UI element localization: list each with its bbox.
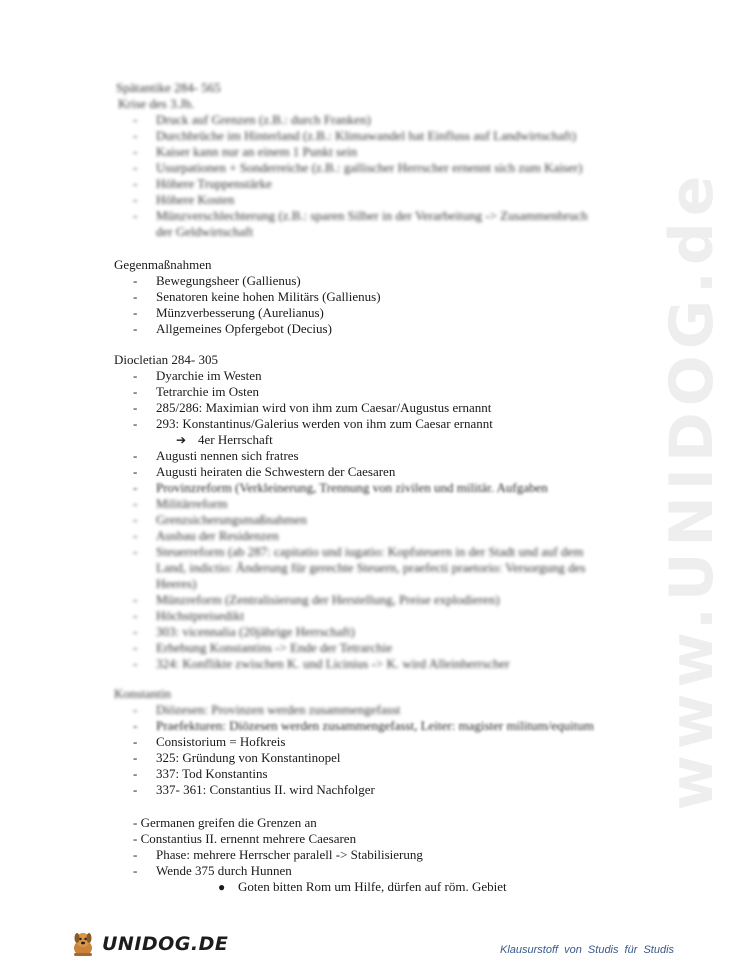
list-item: Kaiser kann nur an einem 1 Punkt sein bbox=[156, 144, 358, 159]
list-item: Münzverschlechterung (z.B.: sparen Silber in der Verarbeitung -> Zusammenbruch bbox=[156, 208, 588, 223]
list-dash: - bbox=[133, 321, 138, 336]
list-dash: - bbox=[133, 496, 138, 511]
list-item: Allgemeines Opfergebot (Decius) bbox=[156, 321, 332, 336]
list-item: 337- 361: Constantius II. wird Nachfolger bbox=[156, 782, 375, 797]
list-item: 285/286: Maximian wird von ihm zum Caesar/Augustus ernannt bbox=[156, 400, 492, 415]
list-item: Wende 375 durch Hunnen bbox=[156, 863, 292, 878]
text-line: - Germanen greifen die Grenzen an bbox=[133, 815, 317, 830]
list-item: Praefekturen: Diözesen werden zusammengefasst, Leiter: magister militum/equitum bbox=[156, 718, 594, 733]
footer-logo[interactable] bbox=[68, 927, 228, 961]
logo-text: UNIDOG.DE bbox=[102, 933, 229, 955]
list-item: Augusti nennen sich fratres bbox=[156, 448, 299, 463]
list-dash: - bbox=[133, 273, 138, 288]
list-item: Durchbrüche im Hinterland (z.B.: Klimawandel hat Einfluss auf Landwirtschaft) bbox=[156, 128, 577, 143]
list-dash: - bbox=[133, 192, 138, 207]
list-dash: - bbox=[133, 702, 138, 717]
list-dash: - bbox=[133, 592, 138, 607]
arrow-item: 4er Herrschaft bbox=[198, 432, 273, 447]
list-dash: - bbox=[133, 112, 138, 127]
list-item: Ausbau der Residenzen bbox=[156, 528, 279, 543]
list-dash: - bbox=[133, 656, 138, 671]
list-item: Diözesen: Provinzen werden zusammengefasst bbox=[156, 702, 401, 717]
list-item-continuation: der Geldwirtschaft bbox=[156, 224, 254, 239]
bullet-icon: ● bbox=[218, 880, 226, 894]
list-dash: - bbox=[133, 160, 138, 175]
list-item-continuation: Heeres) bbox=[156, 576, 197, 591]
list-item: 325: Gründung von Konstantinopel bbox=[156, 750, 341, 765]
list-item: Consistorium = Hofkreis bbox=[156, 734, 286, 749]
list-dash: - bbox=[133, 144, 138, 159]
list-item: Militärreform bbox=[156, 496, 228, 511]
arrow-right-icon: ➔ bbox=[176, 433, 187, 447]
list-dash: - bbox=[133, 544, 138, 559]
list-item: Steuerreform (ab 287: capitatio und iugatio: Kopfsteuern in der Stadt und auf dem bbox=[156, 544, 584, 559]
section3-heading: Diocletian 284- 305 bbox=[114, 352, 218, 367]
list-dash: - bbox=[133, 368, 138, 383]
list-item-continuation: Land, indictio: Änderung für gerechte Steuern, praefecti praetorio: Versorgung des bbox=[156, 560, 586, 575]
list-dash: - bbox=[133, 734, 138, 749]
section4-heading: Konstantin bbox=[114, 686, 172, 701]
list-item: Höchstpreisedikt bbox=[156, 608, 245, 623]
list-item: 293: Konstantinus/Galerius werden von ihm zum Caesar ernannt bbox=[156, 416, 493, 431]
list-dash: - bbox=[133, 305, 138, 320]
list-dash: - bbox=[133, 400, 138, 415]
list-dash: - bbox=[133, 718, 138, 733]
list-dash: - bbox=[133, 176, 138, 191]
list-item: Druck auf Grenzen (z.B.: durch Franken) bbox=[156, 112, 371, 127]
list-dash: - bbox=[133, 750, 138, 765]
list-item: 303: vicennalia (20jährige Herrschaft) bbox=[156, 624, 355, 639]
list-dash: - bbox=[133, 416, 138, 431]
list-dash: - bbox=[133, 640, 138, 655]
list-item: Phase: mehrere Herrscher paralell -> Stabilisierung bbox=[156, 847, 423, 862]
list-dash: - bbox=[133, 208, 138, 223]
list-item: Münzreform (Zentralisierung der Herstellung, Preise explodieren) bbox=[156, 592, 500, 607]
list-dash: - bbox=[133, 863, 138, 878]
list-dash: - bbox=[133, 480, 138, 495]
dog-icon bbox=[68, 929, 98, 959]
list-dash: - bbox=[133, 528, 138, 543]
text-line: - Constantius II. ernennt mehrere Caesaren bbox=[133, 831, 357, 846]
list-item: Höhere Kosten bbox=[156, 192, 235, 207]
list-dash: - bbox=[133, 512, 138, 527]
list-dash: - bbox=[133, 128, 138, 143]
list-item: Bewegungsheer (Gallienus) bbox=[156, 273, 301, 288]
list-dash: - bbox=[133, 847, 138, 862]
list-dash: - bbox=[133, 766, 138, 781]
list-item: Münzverbesserung (Aurelianus) bbox=[156, 305, 324, 320]
watermark: www.UNIDOG.de bbox=[657, 169, 727, 811]
list-dash: - bbox=[133, 624, 138, 639]
list-dash: - bbox=[133, 289, 138, 304]
list-item: Erhebung Konstantins -> Ende der Tetrarchie bbox=[156, 640, 393, 655]
list-item: Usurpationen + Sonderreiche (z.B.: gallischer Herrscher ernennt sich zum Kaiser) bbox=[156, 160, 583, 175]
list-item: 324: Konflikte zwischen K. und Licinius -> K. wird Alleinherrscher bbox=[156, 656, 510, 671]
section1-heading: Spätantike 284- 565 bbox=[116, 80, 221, 95]
list-item: Augusti heiraten die Schwestern der Caesaren bbox=[156, 464, 396, 479]
list-dash: - bbox=[133, 608, 138, 623]
section2-heading: Gegenmaßnahmen bbox=[114, 257, 212, 272]
footer-slogan: Klausurstoff von Studis für Studis bbox=[500, 944, 675, 956]
list-item: Tetrarchie im Osten bbox=[156, 384, 260, 399]
list-item: Provinzreform (Verkleinerung, Trennung von zivilen und militär. Aufgaben bbox=[156, 480, 548, 495]
section1-subheading: Krise des 3.Jh. bbox=[118, 96, 195, 111]
list-item: Grenzsicherungsmaßnahmen bbox=[156, 512, 307, 527]
list-item: Dyarchie im Westen bbox=[156, 368, 262, 383]
bullet-item: Goten bitten Rom um Hilfe, dürfen auf röm. Gebiet bbox=[238, 879, 507, 894]
list-item: Höhere Truppenstärke bbox=[156, 176, 272, 191]
list-dash: - bbox=[133, 782, 138, 797]
list-dash: - bbox=[133, 384, 138, 399]
list-dash: - bbox=[133, 464, 138, 479]
list-dash: - bbox=[133, 448, 138, 463]
list-item: 337: Tod Konstantins bbox=[156, 766, 268, 781]
list-item: Senatoren keine hohen Militärs (Gallienus) bbox=[156, 289, 381, 304]
